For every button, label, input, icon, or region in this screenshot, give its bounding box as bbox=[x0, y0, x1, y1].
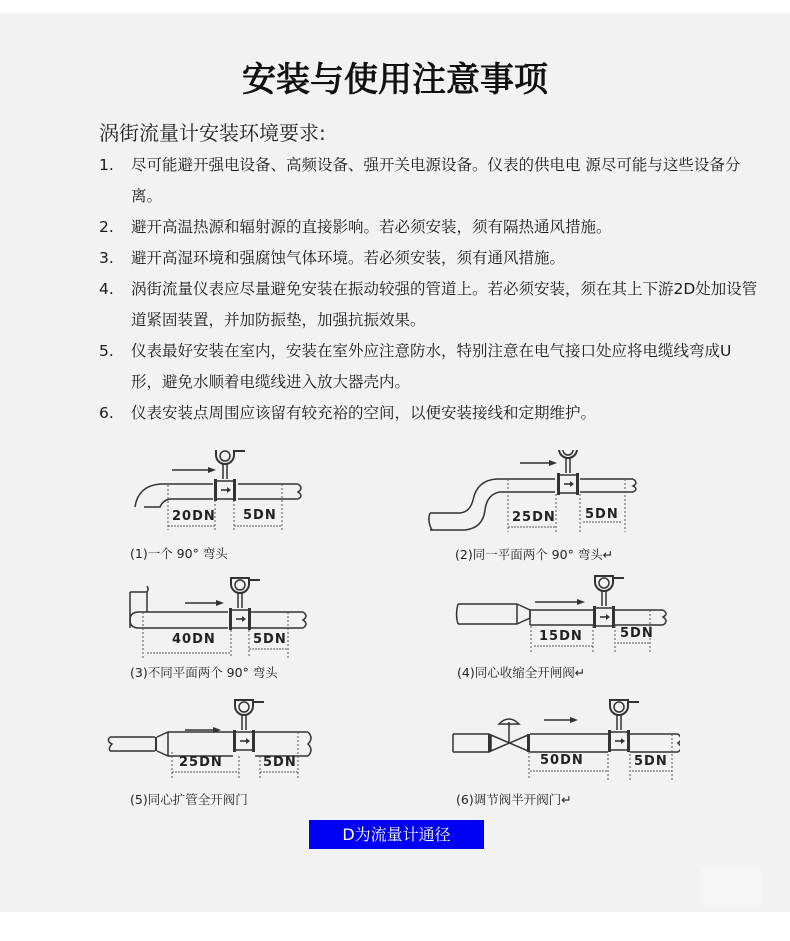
upstream-length: 15DN bbox=[539, 629, 583, 644]
diagram-one-90-elbow bbox=[120, 450, 320, 540]
requirement-item bbox=[99, 212, 759, 243]
upstream-length: 50DN bbox=[540, 753, 584, 768]
item-number: 3. bbox=[99, 249, 114, 267]
item-number: 2. bbox=[99, 218, 114, 236]
diagram-caption: (5)同心扩管全开阀门 bbox=[130, 792, 248, 807]
item-text: 涡街流量仪表应尽量避免安装在振动较强的管道上。若必须安装，须在其上下游2D处加设管道紧固装置，并加防振垫，加强抗振效果。 bbox=[131, 280, 758, 329]
downstream-length: 5DN bbox=[253, 632, 287, 647]
page-title: 安装与使用注意事项 bbox=[242, 60, 548, 100]
diagram-concentric-reducer bbox=[455, 570, 675, 660]
downstream-length: 5DN bbox=[243, 508, 277, 523]
diagram-caption: (6)调节阀半开阀门↵ bbox=[456, 792, 572, 807]
diagram-caption: (3)不同平面两个 90° 弯头 bbox=[130, 665, 278, 680]
requirement-item bbox=[99, 274, 759, 336]
downstream-length: 5DN bbox=[585, 507, 619, 522]
watermark-mark bbox=[700, 865, 762, 905]
diagram-two-elbows-different-planes bbox=[125, 570, 325, 660]
upstream-length: 40DN bbox=[172, 632, 216, 647]
requirement-item bbox=[99, 398, 759, 429]
upstream-length: 20DN bbox=[172, 509, 216, 524]
diagram-caption: (4)同心收缩全开闸阀↵ bbox=[457, 665, 586, 680]
downstream-length: 5DN bbox=[634, 754, 668, 769]
diagram-control-valve bbox=[450, 692, 680, 782]
item-text: 仪表安装点周围应该留有较充裕的空间，以便安装接线和定期维护。 bbox=[131, 404, 597, 422]
requirement-item bbox=[99, 243, 759, 274]
item-text: 仪表最好安装在室内，安装在室外应注意防水，特别注意在电气接口处应将电缆线弯成U形，避免水顺着电缆线进入放大器壳内。 bbox=[131, 342, 732, 391]
requirement-item bbox=[99, 336, 759, 398]
item-number: 6. bbox=[99, 404, 114, 422]
item-number: 1. bbox=[99, 156, 114, 174]
diameter-note: D为流量计通径 bbox=[309, 820, 484, 849]
upstream-length: 25DN bbox=[179, 755, 223, 770]
downstream-length: 5DN bbox=[620, 626, 654, 641]
item-text: 避开高温热源和辐射源的直接影响。若必须安装，须有隔热通风措施。 bbox=[131, 218, 612, 236]
item-number: 4. bbox=[99, 280, 114, 298]
diagram-caption: (1)一个 90° 弯头 bbox=[130, 546, 228, 561]
requirement-item bbox=[99, 150, 759, 212]
diagram-two-elbows-same-plane bbox=[425, 450, 645, 545]
downstream-length: 5DN bbox=[263, 755, 297, 770]
diagram-concentric-expander bbox=[105, 692, 325, 782]
upstream-length: 25DN bbox=[512, 510, 556, 525]
item-text: 尽可能避开强电设备、高频设备、强开关电源设备。仪表的供电电 源尽可能与这些设备分离。 bbox=[131, 156, 741, 205]
diagram-caption: (2)同一平面两个 90° 弯头↵ bbox=[455, 547, 614, 562]
item-number: 5. bbox=[99, 342, 114, 360]
requirements-list bbox=[99, 150, 759, 429]
section-subtitle: 涡街流量计安装环境要求: bbox=[99, 121, 326, 145]
item-text: 避开高湿环境和强腐蚀气体环境。若必须安装，须有通风措施。 bbox=[131, 249, 566, 267]
